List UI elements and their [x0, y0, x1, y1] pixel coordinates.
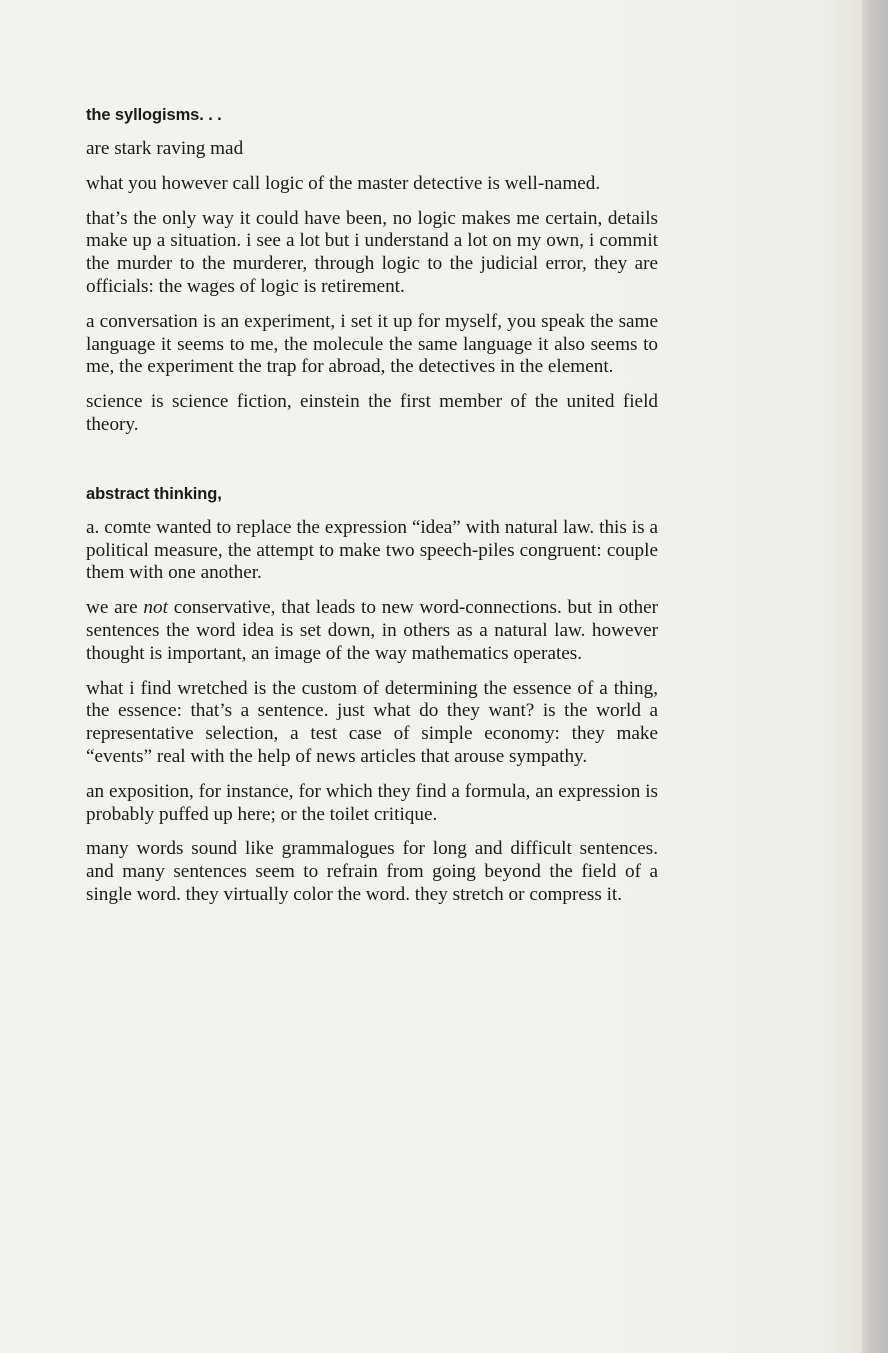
paragraph: an exposition, for instance, for which they find a formula, an expression is probably puffed up here; or the toilet critique.	[86, 780, 658, 825]
section-heading-abstract-thinking: abstract thinking,	[86, 484, 222, 503]
paragraph: what you however call logic of the master detective is well-named.	[86, 172, 601, 194]
paragraph: science is science fiction, einstein the first member of the united field theory.	[86, 391, 658, 435]
paragraph: many words sound like grammalogues for long and difficult sentences. and many sentences seem to refrain from going beyond the field of a single word. they virtually color the word. they stretch or compress it.	[86, 838, 658, 905]
paragraph: what i find wretched is the custom of determining the essence of a thing, the essence: that’s a sentence. just what do they want? is the world a representative selection, a test case of simple economy: they make “events” real with the help of news articles that arouse sympathy.	[86, 677, 658, 767]
paragraph	[86, 597, 658, 665]
paragraph-text: we are	[86, 597, 144, 619]
paragraph: a. comte wanted to replace the expression “idea” with natural law. this is a political measure, the attempt to make two speech-piles congruent: couple them with one another.	[86, 516, 658, 584]
emphasized-word: not	[143, 597, 168, 619]
paragraph-text: conservative, that leads to new word-connections. but in other sentences the word idea is set down, in others as a natural law. however thought is important, an image of the way mathematics operates.	[86, 597, 658, 664]
page-text	[86, 104, 658, 919]
section-heading-syllogisms: the syllogisms. . .	[86, 106, 222, 124]
paragraph: a conversation is an experiment, i set it up for myself, you speak the same language it seems to me, the molecule the same language it also seems to me, the experiment the trap for abroad, the detectives in the element.	[86, 310, 658, 378]
paragraph: are stark raving mad	[86, 138, 244, 159]
book-gutter	[862, 0, 888, 1353]
paragraph: that’s the only way it could have been, no logic makes me certain, details make up a situation. i see a lot but i understand a lot on my own, i commit the murder to the murderer, through logic to the judicial error, they are officials: the wages of logic is retirement.	[86, 207, 658, 297]
